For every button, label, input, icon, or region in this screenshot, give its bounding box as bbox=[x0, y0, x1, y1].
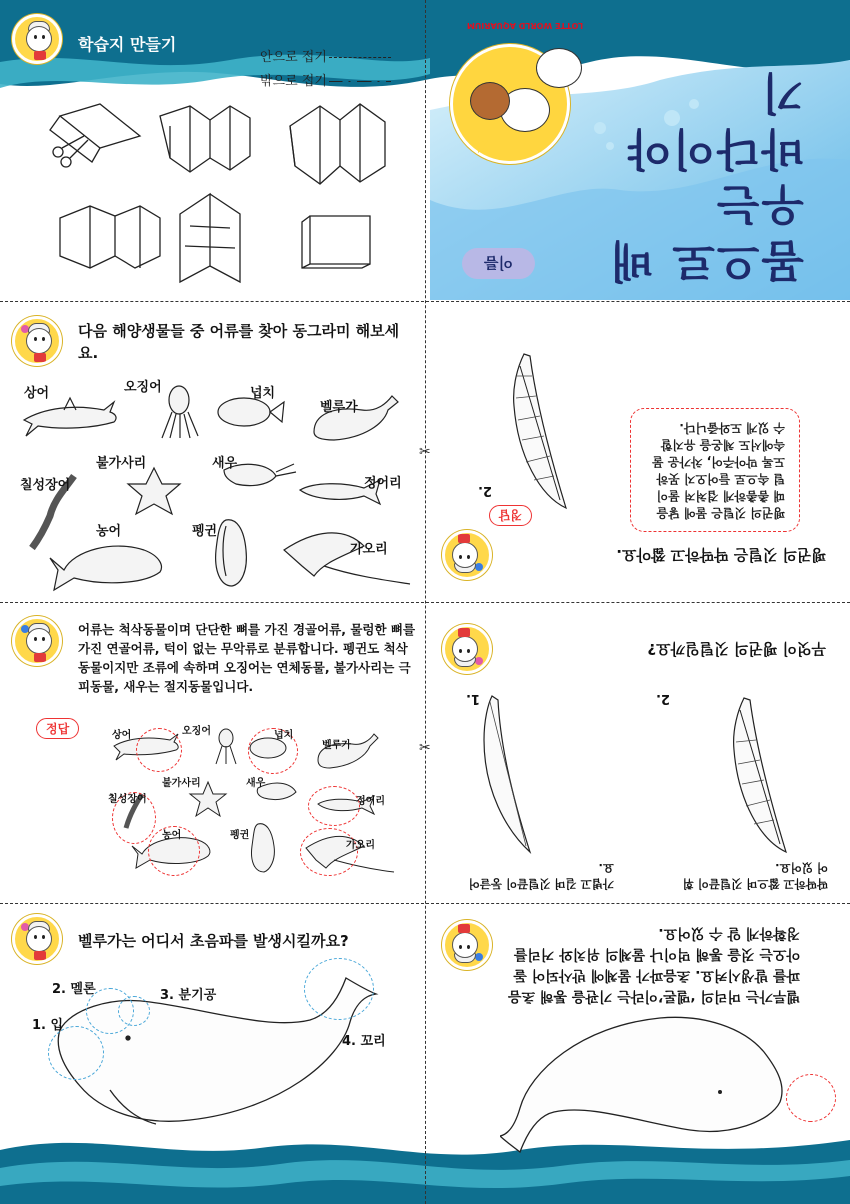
fold-legend-outer bbox=[260, 70, 391, 89]
feather-option-2-caption: 딱딱하고 짧으며 깃털끝이 휘어 있어요. bbox=[682, 861, 828, 891]
fish-answer-badge: 정답 bbox=[36, 718, 79, 739]
mascot-penguin-icon bbox=[536, 48, 582, 88]
feather-option-2-number[interactable]: 2. bbox=[656, 691, 670, 706]
mascot-question-icon bbox=[12, 316, 62, 366]
answer-circle-sardine bbox=[308, 786, 360, 826]
animal-label-lamprey: 칠성장어 bbox=[20, 478, 71, 493]
answer-label-sardine: 정어리 bbox=[356, 796, 385, 807]
beluga-answer-drawing bbox=[500, 1012, 800, 1182]
answer-label-penguin: 펭귄 bbox=[230, 830, 250, 841]
beluga-question: 벨루가는 어디서 초음파를 발생시킬까요? bbox=[78, 932, 349, 950]
scissors-icon: ✂ bbox=[419, 740, 431, 756]
animal-label-flatfish: 넙치 bbox=[250, 386, 276, 401]
answer-label-flatfish: 넙치 bbox=[274, 730, 294, 741]
mascot-otter-icon bbox=[470, 82, 510, 120]
answer-label-starfish: 불가사리 bbox=[162, 778, 201, 789]
horizontal-fold-line-1 bbox=[0, 301, 850, 302]
feather-option-1-drawing bbox=[470, 690, 540, 860]
mascot-answer-icon bbox=[442, 920, 492, 970]
cover-name-label: 이름 bbox=[462, 248, 535, 279]
cover-mascot-group bbox=[440, 12, 610, 172]
feather-question: 무엇이 펭귄의 깃털일까요? bbox=[647, 640, 826, 658]
beluga-option-blowhole-circle bbox=[118, 996, 150, 1026]
animal-label-starfish: 불가사리 bbox=[96, 456, 147, 471]
beluga-option-3[interactable]: 3. 분기공 bbox=[160, 988, 217, 1003]
feather-answer-badge: 정답 bbox=[489, 505, 532, 526]
answer-label-seabass: 농어 bbox=[162, 830, 182, 841]
mascot-question-icon bbox=[12, 914, 62, 964]
scissors-icon: ✂ bbox=[419, 444, 431, 460]
mascot-answer-icon bbox=[12, 616, 62, 666]
animal-label-penguin: 펭귄 bbox=[192, 524, 218, 539]
animal-label-shrimp: 새우 bbox=[212, 456, 238, 471]
fold-legend-inner bbox=[260, 46, 391, 65]
answer-label-shrimp: 새우 bbox=[246, 778, 266, 789]
cover-title-block bbox=[594, 67, 804, 288]
cover-name-field[interactable] bbox=[462, 248, 535, 279]
feather-drawing bbox=[500, 346, 580, 516]
fold-legend-outer-label: 밖으로 접기 bbox=[260, 74, 327, 89]
page-header-title: 학습지 만들기 bbox=[78, 35, 177, 54]
fish-question: 다음 해양생물들 중 어류를 찾아 동그라미 해보세요. bbox=[78, 322, 400, 362]
feather-answer-panel bbox=[440, 312, 840, 592]
horizontal-fold-line-3 bbox=[0, 903, 850, 904]
feather-answer-heading: 펭귄의 깃털은 딱딱하고 짧아요. bbox=[616, 546, 826, 564]
answer-label-shark: 상어 bbox=[112, 730, 132, 741]
beluga-answer-panel bbox=[440, 912, 840, 1196]
cover-title-line2: 바다이야기 bbox=[625, 67, 804, 174]
cover-brand: LOTTE WORLD AQUARIUM bbox=[466, 21, 584, 30]
feather-question-panel bbox=[440, 612, 840, 892]
animal-label-squid: 오징어 bbox=[124, 380, 162, 395]
beluga-option-tail-circle bbox=[304, 958, 374, 1020]
cover-title-line1: 몸으로 배우는 bbox=[608, 179, 804, 286]
answer-label-squid: 오징어 bbox=[182, 726, 211, 737]
mascot-answer-icon bbox=[442, 530, 492, 580]
folding-steps-illustration bbox=[40, 96, 400, 286]
animal-label-beluga: 벨루가 bbox=[320, 400, 358, 415]
beluga-option-4[interactable]: 4. 꼬리 bbox=[342, 1034, 386, 1049]
animal-label-shark: 상어 bbox=[24, 386, 50, 401]
animal-label-sardine: 정어리 bbox=[364, 476, 402, 491]
feather-option-1-caption: 가볍고 길며 깃털끝이 둥글어요. bbox=[468, 861, 614, 891]
beluga-option-1[interactable]: 1. 입 bbox=[32, 1018, 64, 1033]
mascot-question-icon bbox=[442, 624, 492, 674]
answer-label-lamprey: 칠성장어 bbox=[108, 794, 147, 805]
feather-answer-explanation: 펭귄의 깃털은 물에 닿을 때 촘촘하게 겹쳐져 물이 털 속으로 들어오지 못하도록 막아주어, 차가운 물 속에서도 체온을 유지할 수 있게 도와줍니다. bbox=[630, 408, 800, 532]
answer-label-ray: 가오리 bbox=[346, 840, 375, 851]
horizontal-fold-line-2 bbox=[0, 602, 850, 603]
animal-label-seabass: 농어 bbox=[96, 524, 122, 539]
feather-answer-number: 2. bbox=[478, 483, 492, 498]
answer-circle-shark bbox=[136, 728, 182, 772]
fish-answer-explanation: 어류는 척삭동물이며 단단한 뼈를 가진 경골어류, 물렁한 뼈를 가진 연골어류, 턱이 없는 무악류로 분류합니다. 펭귄도 척삭동물이지만 조류에 속하며 오징어는 연체동물, 불가사리는 극피동물, 새우는 절지동물입니다. bbox=[78, 622, 416, 694]
beluga-answer-melon-circle bbox=[786, 1074, 836, 1122]
fold-legend-inner-label: 안으로 접기 bbox=[260, 50, 327, 65]
mascot-trumpet-icon bbox=[12, 14, 62, 64]
beluga-option-2[interactable]: 2. 멜론 bbox=[52, 982, 96, 997]
feather-option-2-drawing bbox=[720, 690, 800, 860]
answer-label-beluga: 벨루가 bbox=[322, 740, 351, 751]
beluga-answer-explanation: 벨루가는 머리의 ‘멜론’이라는 기관을 통해 초음파를 발생시켜요. 초음파가 물체에 반사되어 돌아오는 것을 통해 먹이나 물체의 위치와 거리를 정확하게 알 수 있어요. bbox=[508, 925, 800, 1004]
feather-option-1-number[interactable]: 1. bbox=[466, 691, 480, 706]
animal-label-ray: 가오리 bbox=[350, 542, 388, 557]
beluga-option-mouth-circle bbox=[48, 1026, 104, 1080]
